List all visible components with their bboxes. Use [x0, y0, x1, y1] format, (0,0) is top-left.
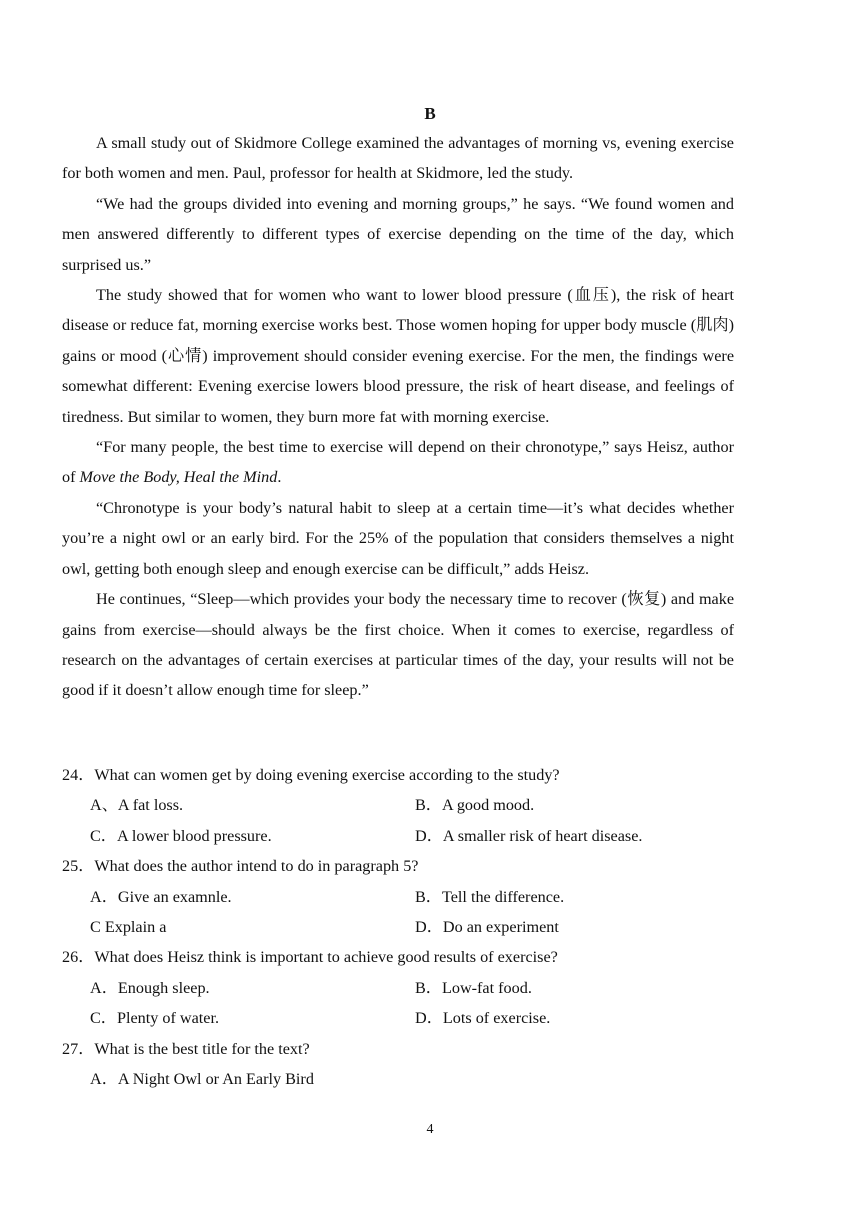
- paragraph-6: He continues, “Sleep—which provides your body the necessary time to recover (恢复) and make gains from exercise—should always be the first choice. When it comes to exercise, regardless of research on the advantages of certain exercises at particular times of the day, your results will not be good if it doesn’t allow enough time for sleep.”: [62, 590, 734, 700]
- paragraph-2: “We had the groups divided into evening and morning groups,” he says. “We found women and men answered differently to different types of exercise depending on the time of the day, which surprised us.”: [62, 194, 734, 274]
- reading-passage: [62, 128, 734, 706]
- option-b: B．Tell the difference.: [415, 887, 565, 906]
- paragraph-5: “Chronotype is your body’s natural habit to sleep at a certain time—it’s what decides whether you’re a night owl or an early bird. For the 25% of the population that considers themselves a night owl, getting both enough sleep and enough exercise can be difficult,” adds Heisz.: [62, 498, 734, 578]
- option-grid: [62, 1064, 742, 1094]
- option-d: D．A smaller risk of heart disease.: [415, 826, 643, 845]
- option-a: A．A Night Owl or An Early Bird: [90, 1070, 314, 1089]
- option-grid: [62, 973, 742, 1034]
- option-d: D．Lots of exercise.: [415, 1009, 551, 1028]
- option-a: A．Enough sleep.: [90, 978, 210, 997]
- question-stem: 27．What is the best title for the text?: [62, 1039, 310, 1058]
- option-a: A．Give an examnle.: [90, 887, 232, 906]
- book-title: Move the Body, Heal the Mind: [79, 468, 278, 487]
- paragraph-1: A small study out of Skidmore College examined the advantages of morning vs, evening exercise for both women and men. Paul, professor for health at Skidmore, led the study.: [62, 134, 734, 183]
- question-24: [62, 760, 742, 851]
- question-27: [62, 1034, 742, 1095]
- question-stem: 25．What does the author intend to do in paragraph 5?: [62, 857, 419, 876]
- option-d: D．Do an experiment: [415, 918, 559, 937]
- page-number: 4: [426, 1122, 434, 1137]
- question-26: [62, 942, 742, 1033]
- question-list: [62, 760, 742, 1094]
- paragraph-4: [62, 432, 734, 493]
- question-25: [62, 851, 742, 942]
- option-c: C．Plenty of water.: [90, 1009, 220, 1028]
- paragraph-4-end: .: [277, 468, 282, 487]
- option-grid: [62, 790, 742, 851]
- option-c: C．A lower blood pressure.: [90, 826, 272, 845]
- section-heading: B: [424, 104, 436, 123]
- question-stem: 26．What does Heisz think is important to achieve good results of exercise?: [62, 948, 558, 967]
- question-stem: 24．What can women get by doing evening exercise according to the study?: [62, 766, 560, 784]
- option-a: A、A fat loss.: [90, 796, 184, 815]
- option-b: B．Low-fat food.: [415, 978, 532, 997]
- option-grid: [62, 882, 742, 943]
- option-c: C Explain a: [90, 918, 167, 937]
- paragraph-4-text: “For many people, the best time to exercise will depend on their chronotype,” says Heisz, author of: [62, 438, 734, 487]
- paragraph-3: The study showed that for women who want to lower blood pressure (血压), the risk of heart disease or reduce fat, morning exercise works best. Those women hoping for upper body muscle (肌肉) gains or mood (心情) improvement should consider evening exercise. For the men, the findings were somewhat different: Evening exercise lowers blood pressure, the risk of heart disease, and feelings of tiredness. But similar to women, they burn more fat with morning exercise.: [62, 286, 734, 426]
- option-b: B．A good mood.: [415, 796, 535, 815]
